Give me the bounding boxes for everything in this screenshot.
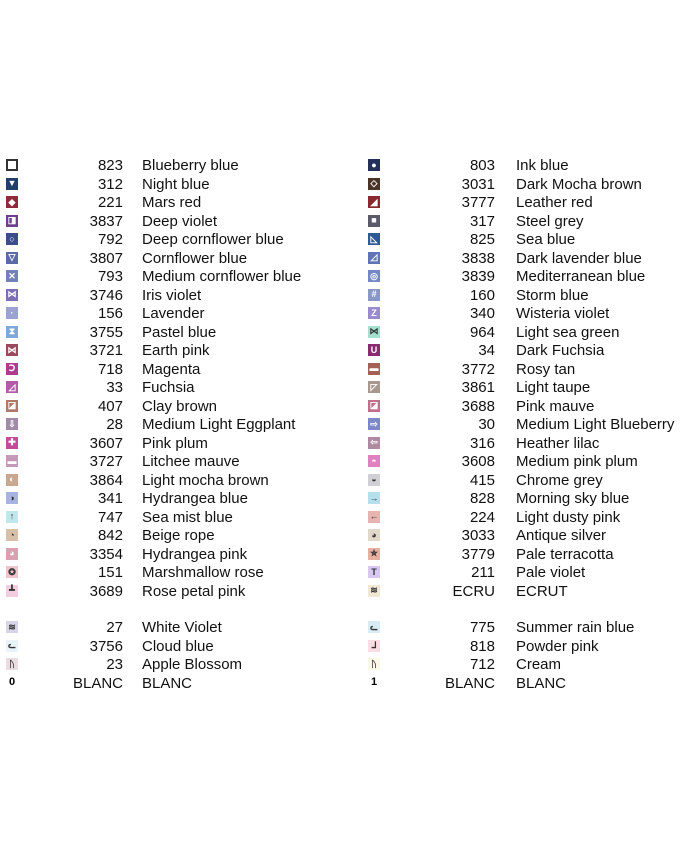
- stitch-symbol-icon: ᚢ: [6, 658, 18, 670]
- legend-row: [368, 490, 698, 509]
- thread-code: 33: [106, 379, 123, 396]
- thread-code: 340: [469, 305, 495, 322]
- stitch-symbol-icon: ○: [6, 233, 18, 245]
- thread-code: 775: [469, 619, 495, 636]
- legend-row: [368, 176, 698, 195]
- thread-code: 3031: [461, 175, 495, 193]
- thread-code: 3721: [89, 342, 123, 359]
- thread-code: 828: [469, 490, 495, 507]
- legend-column-right: [368, 157, 698, 693]
- thread-color-name: Night blue: [142, 175, 210, 193]
- thread-color-name: Morning sky blue: [516, 490, 630, 507]
- stitch-symbol-icon: ◕: [6, 548, 18, 560]
- thread-code: 156: [97, 305, 123, 322]
- thread-code: 316: [469, 434, 495, 452]
- thread-color-name: Marshmallow rose: [142, 564, 264, 581]
- thread-code: 34: [478, 342, 495, 359]
- legend-row: [6, 250, 351, 269]
- legend-row: [368, 379, 698, 398]
- stitch-symbol-icon: ◺: [368, 233, 380, 245]
- stitch-symbol-icon: ◿: [368, 252, 380, 264]
- thread-color-name: Chrome grey: [516, 471, 603, 489]
- thread-color-name: Fuchsia: [142, 379, 195, 396]
- legend-row: [368, 472, 698, 491]
- legend-row: [6, 231, 351, 250]
- thread-code: 747: [97, 508, 123, 526]
- stitch-symbol-icon: ◇: [368, 178, 380, 190]
- legend-row: [6, 583, 351, 602]
- stitch-symbol-icon: Ↄ: [6, 363, 18, 375]
- legend-row: [368, 416, 698, 435]
- thread-color-name: Medium Light Eggplant: [142, 416, 296, 433]
- stitch-symbol-icon: #: [368, 289, 380, 301]
- legend-row: [368, 435, 698, 454]
- stitch-symbol-icon: ᓚ: [368, 621, 380, 633]
- thread-code: 3727: [89, 453, 123, 470]
- thread-color-name: Cornflower blue: [142, 249, 248, 267]
- stitch-symbol-icon: ⋈: [7, 344, 17, 355]
- legend-row: [6, 564, 351, 583]
- legend-row: [6, 361, 351, 380]
- thread-code: 3688: [461, 397, 495, 415]
- thread-color-name: Deep cornflower blue: [142, 231, 284, 248]
- stitch-symbol-icon: ▬: [7, 455, 17, 466]
- stitch-symbol-icon: ✕: [6, 270, 18, 282]
- legend-row: [6, 675, 351, 694]
- legend-row: [368, 638, 698, 657]
- thread-code: 803: [469, 157, 495, 174]
- stitch-symbol-icon: Z: [368, 307, 380, 319]
- thread-color-name: Ink blue: [516, 157, 569, 174]
- thread-code: 3772: [461, 360, 495, 378]
- thread-code: 221: [97, 194, 123, 211]
- thread-color-name: ECRUT: [516, 582, 568, 600]
- legend-row: [6, 619, 351, 638]
- thread-color-name: Leather red: [516, 194, 593, 211]
- stitch-symbol-icon: ⇦: [368, 437, 380, 449]
- thread-code: 3839: [461, 268, 495, 285]
- thread-color-name: Earth pink: [142, 342, 210, 359]
- thread-color-name: Apple Blossom: [142, 656, 243, 673]
- stitch-symbol-icon: ≋: [368, 585, 380, 597]
- thread-color-name: Medium Light Blueberry: [516, 416, 675, 433]
- thread-color-name: Dark Mocha brown: [516, 175, 642, 193]
- stitch-symbol-icon: ◪: [369, 400, 379, 410]
- thread-color-name: Pastel blue: [142, 323, 217, 341]
- thread-code: 718: [97, 360, 123, 378]
- stitch-symbol-icon: U: [368, 344, 380, 356]
- stitch-symbol-icon: ◢: [368, 196, 380, 208]
- stitch-symbol-icon: ◐: [6, 474, 18, 486]
- stitch-symbol-icon: ᚢ: [368, 658, 380, 670]
- legend-row: [368, 361, 698, 380]
- thread-color-name: Light mocha brown: [142, 471, 269, 489]
- stitch-symbol-icon: ⇩: [6, 418, 18, 430]
- thread-color-name: Hydrangea pink: [142, 545, 248, 563]
- legend-row: [6, 305, 351, 324]
- thread-code: 415: [469, 471, 495, 489]
- legend-row: [6, 268, 351, 287]
- stitch-symbol-icon: ◨: [7, 215, 17, 225]
- stitch-symbol-icon: ▬: [369, 363, 379, 373]
- thread-color-name: Deep violet: [142, 212, 218, 230]
- thread-color-name: Lavender: [142, 305, 205, 322]
- thread-color-name: Storm blue: [516, 286, 589, 304]
- stitch-symbol-icon: →: [369, 492, 379, 503]
- thread-color-name: Blueberry blue: [142, 157, 239, 174]
- thread-color-name: Mediterranean blue: [516, 268, 646, 285]
- thread-color-name: Rosy tan: [516, 360, 576, 378]
- thread-color-name: Pale violet: [516, 564, 586, 581]
- legend-row: [368, 287, 698, 306]
- thread-code: 3607: [89, 434, 123, 452]
- stitch-symbol-icon: ◎: [368, 270, 380, 282]
- thread-color-name: Hydrangea blue: [142, 490, 248, 507]
- stitch-symbol-icon: ✪: [6, 566, 18, 578]
- stitch-symbol-icon: ◒: [368, 474, 380, 486]
- legend-row: [6, 527, 351, 546]
- legend-row: [368, 453, 698, 472]
- legend-row: [368, 342, 698, 361]
- legend-row: [368, 527, 698, 546]
- thread-code: 3756: [89, 637, 123, 655]
- thread-code: 3608: [461, 453, 495, 470]
- thread-code: 151: [97, 564, 123, 581]
- thread-code: 825: [469, 231, 495, 248]
- legend-row: [368, 546, 698, 565]
- thread-color-name: Powder pink: [516, 637, 599, 655]
- legend-row: [6, 472, 351, 491]
- legend-row: [6, 324, 351, 343]
- legend-row: [368, 231, 698, 250]
- legend-row: [6, 194, 351, 213]
- thread-color-name: Sea mist blue: [142, 508, 233, 526]
- stitch-symbol-icon: ✮: [368, 548, 380, 560]
- thread-code: 842: [97, 527, 123, 544]
- thread-code: 211: [471, 564, 495, 581]
- thread-color-name: Wisteria violet: [516, 305, 610, 322]
- thread-code: 312: [97, 175, 123, 193]
- legend-row: [368, 250, 698, 269]
- legend-row: [368, 194, 698, 213]
- thread-color-name: Clay brown: [142, 397, 218, 415]
- thread-color-name: Dark lavender blue: [516, 249, 642, 267]
- legend-row: [6, 287, 351, 306]
- stitch-symbol-icon: T: [368, 566, 380, 578]
- thread-code: 818: [469, 637, 495, 655]
- stitch-symbol-icon: ≋: [6, 621, 18, 633]
- thread-color-name: Mars red: [142, 194, 202, 211]
- legend-row: [368, 268, 698, 287]
- stitch-symbol-icon: ◔: [6, 529, 18, 541]
- stitch-symbol-icon: 0: [8, 676, 16, 688]
- legend-row: [6, 435, 351, 454]
- thread-code: 3837: [89, 212, 123, 230]
- thread-color-name: Litchee mauve: [142, 453, 240, 470]
- thread-code: 3755: [89, 323, 123, 341]
- legend-row: [6, 379, 351, 398]
- thread-color-name: Medium pink plum: [516, 453, 638, 470]
- thread-code: 3861: [461, 379, 495, 396]
- thread-code: 793: [97, 268, 123, 285]
- stitch-symbol-icon: ◆: [6, 196, 18, 208]
- thread-color-name: Light sea green: [516, 323, 620, 341]
- stitch-symbol-icon: 1: [370, 676, 378, 688]
- legend-row: [6, 509, 351, 528]
- stitch-symbol-icon: ◸: [368, 381, 380, 393]
- thread-code: 3838: [461, 249, 495, 267]
- thread-code: BLANC: [72, 674, 123, 692]
- thread-color-name: Sea blue: [516, 231, 576, 248]
- stitch-symbol-icon: ◓: [368, 455, 380, 467]
- legend-row: [368, 656, 698, 675]
- stitch-symbol-icon: ⇨: [368, 418, 380, 430]
- thread-code: 224: [469, 508, 495, 526]
- thread-color-name: Pink plum: [142, 434, 208, 452]
- thread-color-name: Heather lilac: [516, 434, 600, 452]
- stitch-symbol-icon: ✚: [6, 437, 18, 449]
- legend-row: [368, 324, 698, 343]
- legend-row: [6, 342, 351, 361]
- thread-code: 823: [97, 157, 123, 174]
- legend-row: [368, 564, 698, 583]
- stitch-symbol-icon: ◪: [7, 400, 17, 410]
- stitch-symbol-icon: ▼: [7, 178, 17, 188]
- legend-row: [6, 213, 351, 232]
- legend-row: [368, 619, 698, 638]
- thread-color-name: Pink mauve: [516, 397, 595, 415]
- thread-code: 3689: [89, 582, 123, 600]
- stitch-symbol-icon: ◕: [368, 529, 380, 541]
- thread-code: 28: [106, 416, 123, 433]
- thread-code: 3864: [89, 471, 123, 489]
- thread-code: 792: [97, 231, 123, 248]
- thread-code: 3807: [89, 249, 123, 267]
- thread-code: 964: [469, 323, 495, 341]
- thread-code: 317: [469, 212, 495, 230]
- thread-color-name: Iris violet: [142, 286, 202, 304]
- thread-color-name: Dark Fuchsia: [516, 342, 605, 359]
- thread-code: 27: [106, 619, 123, 636]
- stitch-symbol-icon: ·: [6, 307, 18, 319]
- thread-color-name: Light dusty pink: [516, 508, 621, 526]
- stitch-symbol-icon: ᒧ: [368, 640, 380, 652]
- legend-row: [6, 157, 351, 176]
- thread-color-name: Magenta: [142, 360, 201, 378]
- thread-code: 341: [97, 490, 123, 507]
- legend-row: [368, 398, 698, 417]
- stitch-symbol-icon: [6, 159, 18, 171]
- stitch-symbol-icon: ᓚ: [6, 640, 18, 652]
- thread-code: 3354: [89, 545, 123, 563]
- stitch-symbol-icon: ◿: [6, 381, 18, 393]
- thread-code: 160: [469, 286, 495, 304]
- legend-row: [368, 305, 698, 324]
- stitch-symbol-icon: ↑: [6, 511, 18, 523]
- stitch-symbol-icon: ⋈: [7, 289, 17, 299]
- legend-column-left: [6, 157, 351, 693]
- stitch-symbol-icon: ▽: [6, 252, 18, 264]
- stitch-symbol-icon: ■: [368, 215, 380, 227]
- thread-color-name: Summer rain blue: [516, 619, 635, 636]
- thread-code: 712: [469, 656, 495, 673]
- thread-color-name: Steel grey: [516, 212, 584, 230]
- thread-color-name: White Violet: [142, 619, 222, 636]
- stitch-symbol-icon: ●: [368, 159, 380, 171]
- thread-color-name: Pale terracotta: [516, 545, 614, 563]
- stitch-symbol-icon: ┻: [6, 585, 18, 597]
- thread-color-name: Antique silver: [516, 527, 607, 544]
- legend-row: [6, 398, 351, 417]
- legend-row: [6, 546, 351, 565]
- legend-row: [6, 453, 351, 472]
- thread-color-name: Cloud blue: [142, 637, 214, 655]
- thread-code: 3779: [461, 545, 495, 563]
- legend-row: [368, 157, 698, 176]
- thread-color-name: Light taupe: [516, 379, 591, 396]
- legend-row: [368, 583, 698, 602]
- thread-code: 3746: [89, 286, 123, 304]
- legend-row: [6, 176, 351, 195]
- stitch-symbol-icon: ◑: [6, 492, 18, 504]
- stitch-symbol-icon: ⧗: [6, 326, 18, 338]
- thread-color-name: BLANC: [516, 674, 567, 692]
- thread-code: BLANC: [444, 674, 495, 692]
- thread-code: 30: [478, 416, 495, 433]
- thread-code: 3033: [461, 527, 495, 544]
- legend-row: [6, 490, 351, 509]
- thread-color-name: Cream: [516, 656, 562, 673]
- legend-row: [368, 675, 698, 694]
- stitch-symbol-icon: ⋈: [369, 326, 379, 336]
- thread-code: 407: [97, 397, 123, 415]
- stitch-symbol-icon: ←: [369, 511, 379, 521]
- thread-color-name: Beige rope: [142, 527, 215, 544]
- thread-color-name: Medium cornflower blue: [142, 268, 302, 285]
- legend-row: [6, 638, 351, 657]
- legend-row: [368, 213, 698, 232]
- thread-color-name: Rose petal pink: [142, 582, 246, 600]
- legend-row: [6, 416, 351, 435]
- thread-color-name: BLANC: [142, 674, 193, 692]
- legend-row: [6, 656, 351, 675]
- thread-code: ECRU: [452, 582, 495, 600]
- thread-code: 3777: [461, 194, 495, 211]
- thread-code: 23: [106, 656, 123, 673]
- legend-row: [368, 509, 698, 528]
